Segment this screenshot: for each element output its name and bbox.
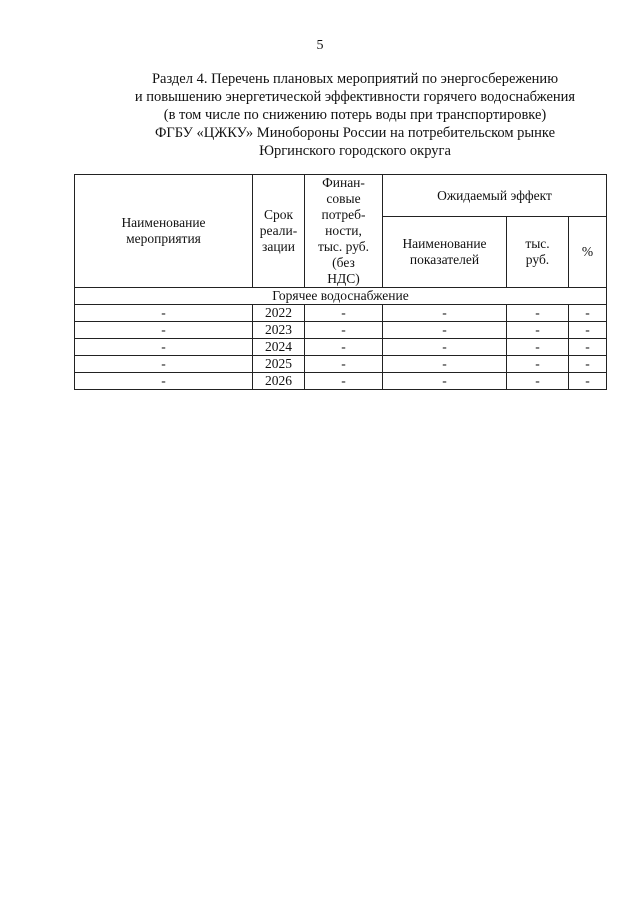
cell-thousand-rub: - [507,373,569,390]
cell-measure-name: - [75,373,253,390]
cell-indicator: - [383,339,507,356]
cell-measure-name: - [75,356,253,373]
header-finance: Финан-совые потреб-ности, тыс. руб. (без НДС) [305,175,383,288]
cell-thousand-rub: - [507,305,569,322]
cell-percent: - [569,339,607,356]
section-row-hot-water: Горячее водоснабжение [75,288,607,305]
cell-measure-name: - [75,322,253,339]
header-term: Срок реали-зации [253,175,305,288]
cell-percent: - [569,322,607,339]
table-row [75,373,607,390]
cell-year: 2025 [253,356,305,373]
cell-year: 2023 [253,322,305,339]
measures-table [74,174,607,390]
title-line: Юргинского городского округа [259,143,451,159]
title-line: ФГБУ «ЦЖКУ» Минобороны России на потребительском рынке [154,125,556,141]
cell-thousand-rub: - [507,322,569,339]
page-number: 5 [316,38,324,53]
cell-thousand-rub: - [507,356,569,373]
cell-measure-name: - [75,339,253,356]
cell-percent: - [569,305,607,322]
table-row [75,305,607,322]
cell-percent: - [569,373,607,390]
cell-percent: - [569,356,607,373]
cell-indicator: - [383,305,507,322]
cell-year: 2022 [253,305,305,322]
header-expected-effect: Ожидаемый эффект [383,175,607,217]
cell-finance: - [305,373,383,390]
cell-indicator: - [383,356,507,373]
header-indicator-name: Наименование показателей [383,217,507,288]
table-row [75,339,607,356]
cell-finance: - [305,339,383,356]
table-row [75,356,607,373]
title-line: Раздел 4. Перечень плановых мероприятий по энергосбережению [151,71,559,87]
title-line: (в том числе по снижению потерь воды при транспортировке) [163,107,547,123]
cell-measure-name: - [75,305,253,322]
cell-thousand-rub: - [507,339,569,356]
cell-finance: - [305,322,383,339]
cell-finance: - [305,305,383,322]
cell-indicator: - [383,322,507,339]
table-row [75,322,607,339]
title-line: и повышению энергетической эффективности горячего водоснабжения [134,89,576,105]
header-measure-name: Наименование мероприятия [75,175,253,288]
cell-year: 2026 [253,373,305,390]
cell-indicator: - [383,373,507,390]
cell-year: 2024 [253,339,305,356]
cell-finance: - [305,356,383,373]
header-thousand-rub: тыс. руб. [507,217,569,288]
document-title [70,70,640,160]
header-percent: % [569,217,607,288]
